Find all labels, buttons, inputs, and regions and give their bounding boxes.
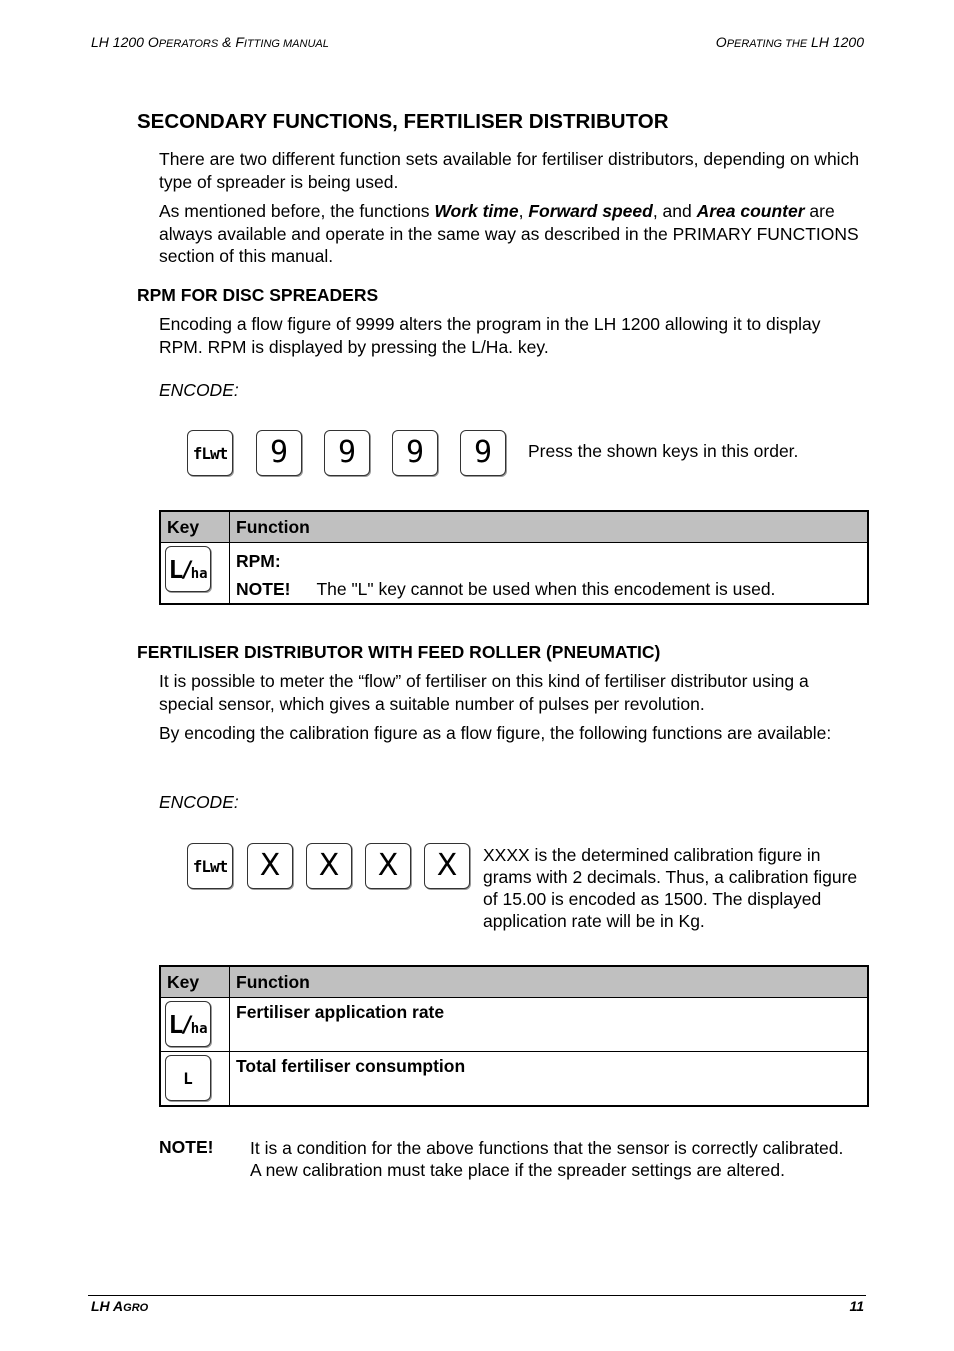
rpm-heading: RPM FOR DISC SPREADERS (137, 285, 379, 305)
table-header-key: Key (160, 966, 230, 998)
footer-company: LH AGRO (91, 1298, 149, 1314)
x-key: X (306, 843, 352, 889)
l-per-ha-key: L / ha (165, 546, 211, 592)
digit-key: 9 (392, 430, 438, 476)
page-number: 11 (849, 1298, 864, 1314)
digit-key: 9 (324, 430, 370, 476)
feed-encode-label: ENCODE: (159, 792, 239, 812)
table-function-cell (230, 543, 869, 605)
rpm-encode-label: ENCODE: (159, 380, 239, 400)
application-rate-cell: Fertiliser application rate (230, 998, 869, 1052)
intro-paragraph-1: There are two different function sets available for fertiliser distributors, depending on which type of spreader is being used. (159, 149, 860, 192)
x-key: X (365, 843, 411, 889)
note-text: It is a condition for the above functions that the sensor is correctly calibrated. A new calibration must take place if the spreader settings are altered. (250, 1138, 844, 1180)
feed-paragraph-2: By encoding the calibration figure as a flow figure, the following functions are available: (159, 723, 832, 743)
total-consumption-cell: Total fertiliser consumption (230, 1052, 869, 1106)
x-key: X (424, 843, 470, 889)
feed-paragraph-1: It is possible to meter the “flow” of fertiliser on this kind of fertiliser distributor using a special sensor, which gives a suitable number of pulses per revolution. (159, 671, 809, 714)
table-header-key: Key (160, 511, 230, 543)
flwt-key: fLwt (187, 430, 233, 476)
feed-function-table (159, 965, 869, 1107)
rpm-key-instruction: Press the shown keys in this order. (528, 441, 799, 461)
x-key: X (247, 843, 293, 889)
table-header-function: Function (230, 966, 869, 998)
l-per-ha-key: L / ha (165, 1001, 211, 1047)
intro-paragraph-2: As mentioned before, the functions Work time, Forward speed, and Area counter are always available and operate in the same way as described in the PRIMARY FUNCTIONS section of this manual. (159, 201, 859, 266)
feed-roller-heading: FERTILISER DISTRIBUTOR WITH FEED ROLLER (PNEUMATIC) (137, 642, 661, 662)
table-key-cell (160, 543, 230, 605)
running-header-right: OPERATING THE LH 1200 (715, 34, 864, 50)
digit-key: 9 (256, 430, 302, 476)
footer-rule (88, 1295, 866, 1296)
running-header-left: LH 1200 OPERATORS & FITTING MANUAL (91, 34, 329, 50)
rpm-function-table (159, 510, 869, 605)
note-label: NOTE! (159, 1137, 214, 1157)
rpm-row-note: NOTE! The "L" key cannot be used when this encodement is used. (236, 579, 776, 599)
rpm-row-title: RPM: (236, 551, 281, 571)
section-title: SECONDARY FUNCTIONS, FERTILISER DISTRIBUTOR (137, 110, 669, 133)
rpm-paragraph: Encoding a flow figure of 9999 alters the program in the LH 1200 allowing it to display RPM. RPM is displayed by pressing the L/Ha. key. (159, 314, 821, 357)
l-key: L (165, 1055, 211, 1101)
flwt-key: fLwt (187, 843, 233, 889)
table-key-cell (160, 1052, 230, 1106)
digit-key: 9 (460, 430, 506, 476)
table-key-cell (160, 998, 230, 1052)
table-header-function: Function (230, 511, 869, 543)
feed-key-instruction: XXXX is the determined calibration figure in grams with 2 decimals. Thus, a calibration figure of 15.00 is encoded as 1500. The displayed application rate will be in Kg. (483, 845, 858, 931)
